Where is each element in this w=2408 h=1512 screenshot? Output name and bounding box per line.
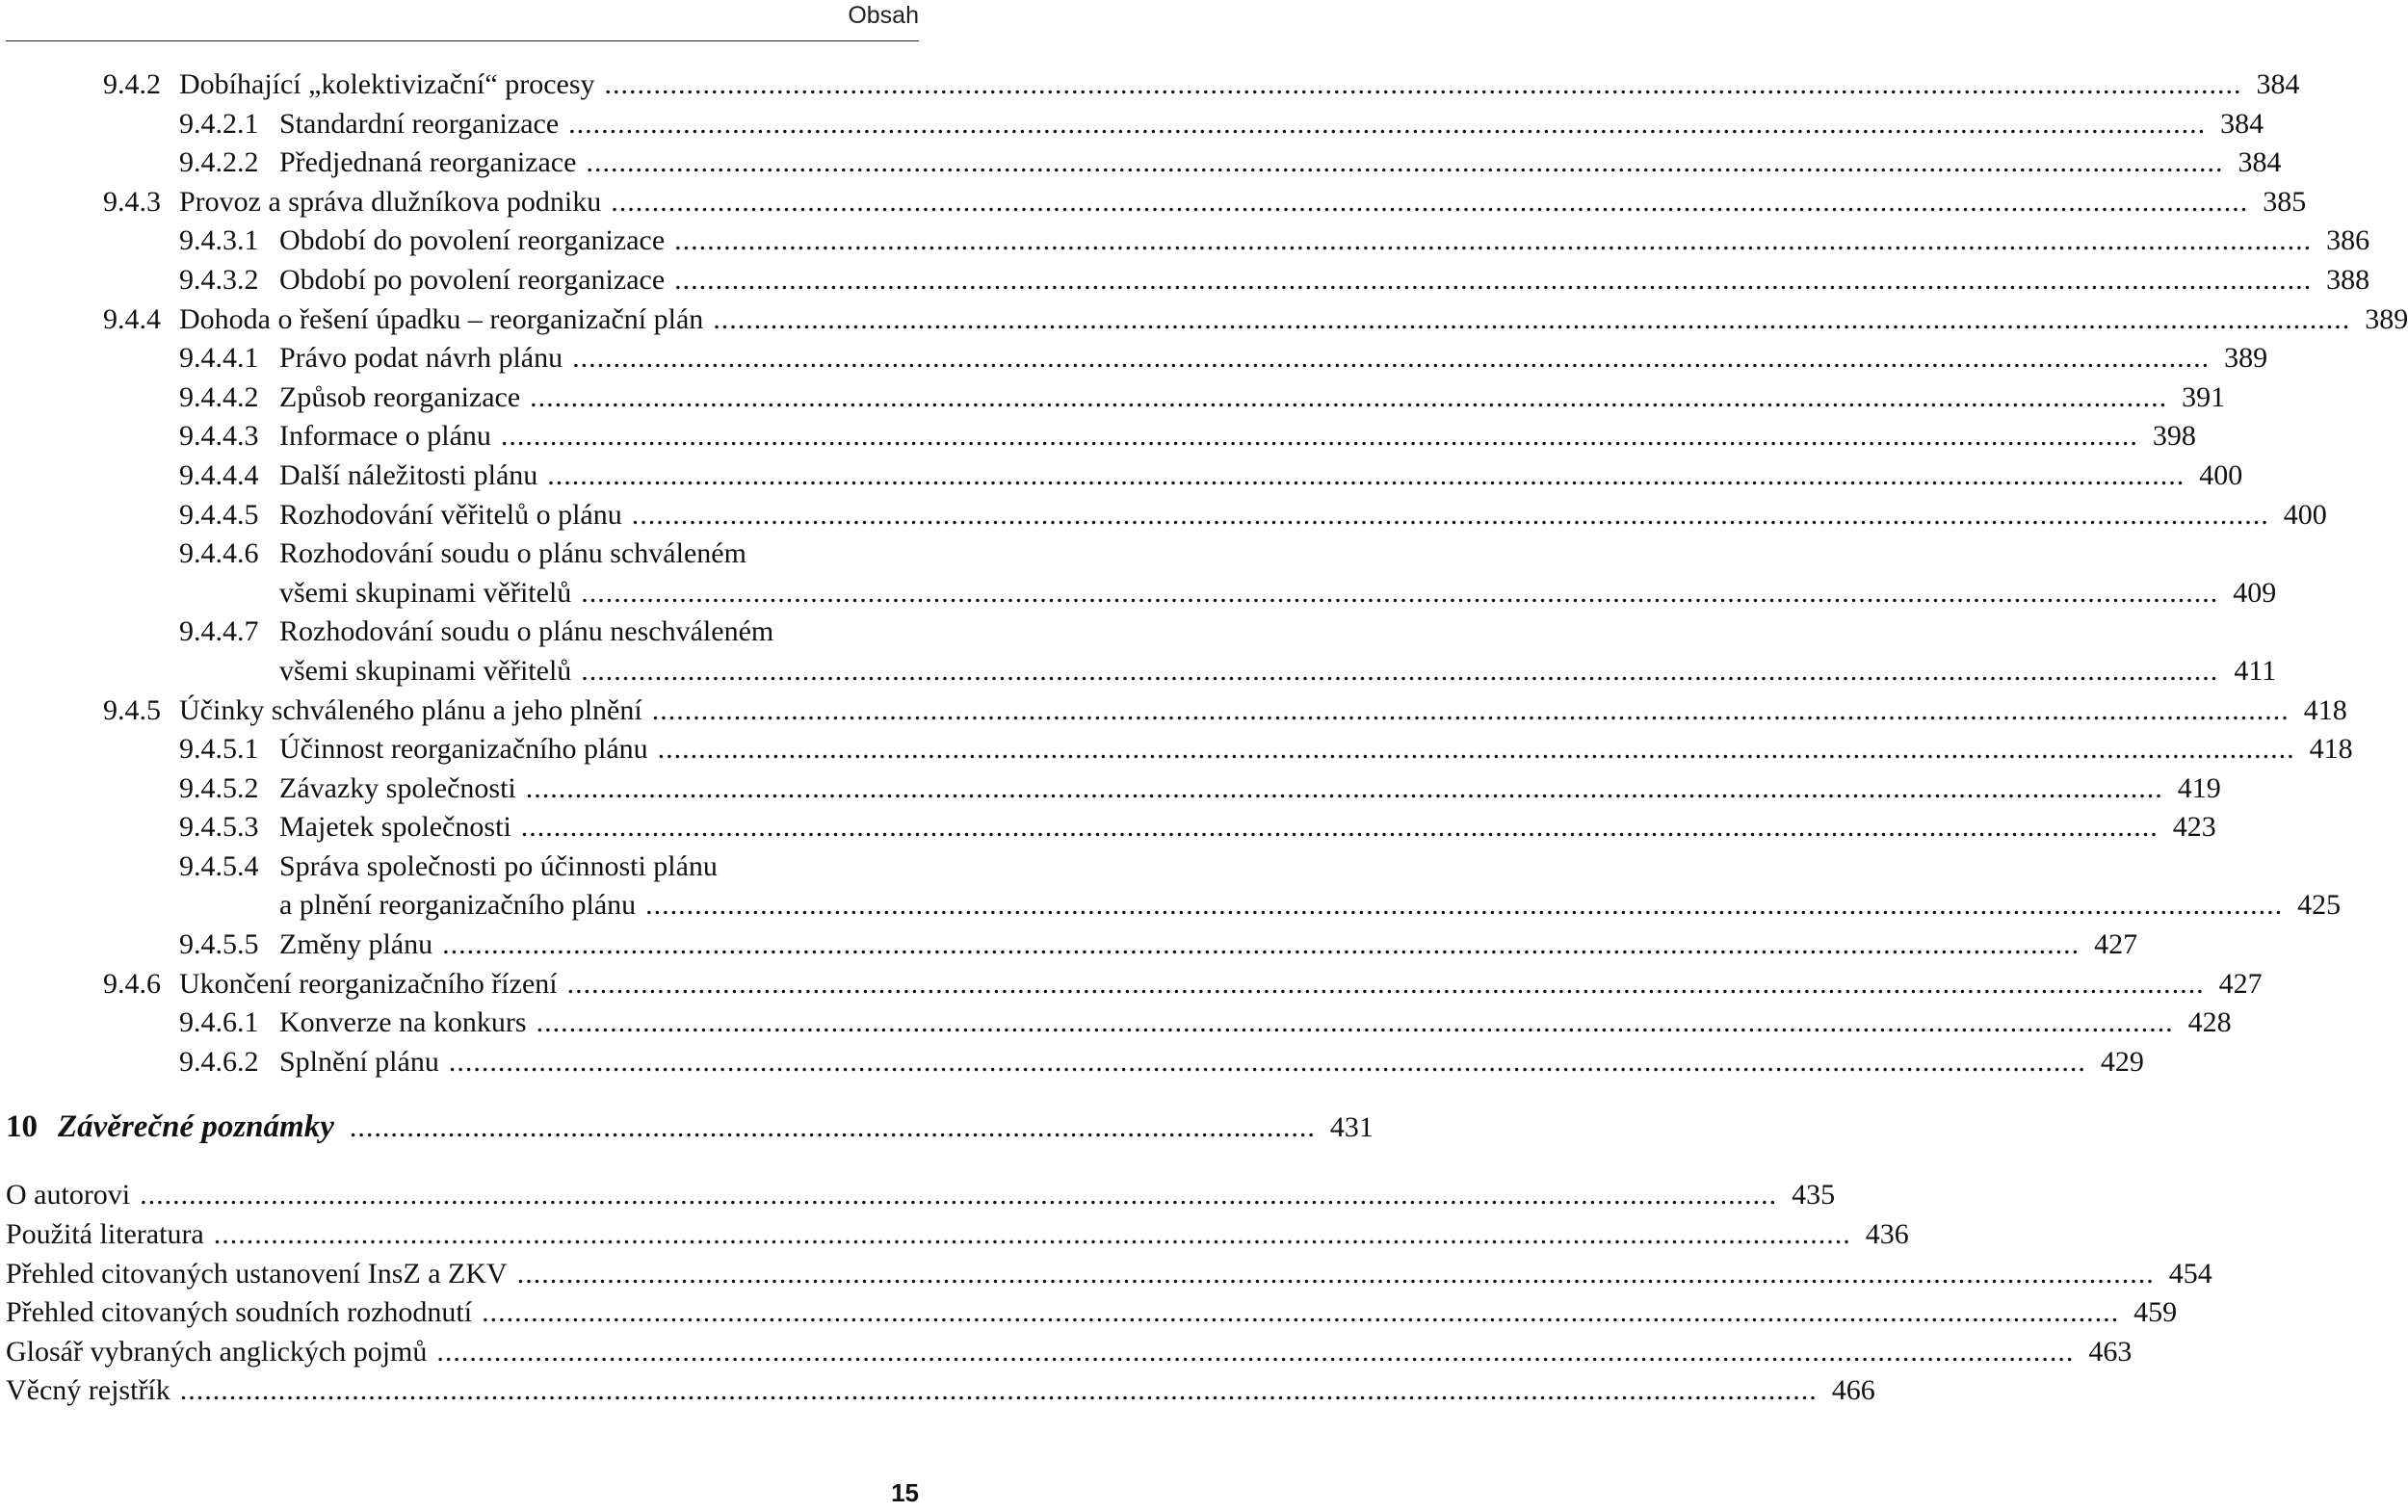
toc-entry-page: 411 bbox=[2234, 654, 2277, 687]
toc-entry-title: Rozhodování soudu o plánu neschváleném bbox=[279, 615, 774, 648]
toc-entry-title: O autorovi bbox=[6, 1179, 131, 1212]
toc-entry-page: 400 bbox=[2283, 498, 2327, 531]
toc-entry[interactable] bbox=[0, 65, 2300, 105]
toc-entry-title: Rozhodování věřitelů o plánu bbox=[279, 498, 622, 531]
toc-chapter-entry[interactable] bbox=[0, 1103, 1374, 1151]
toc-entry-title: Účinky schváleného plánu a jeho plnění bbox=[179, 693, 642, 726]
toc-entry-title: Informace o plánu bbox=[279, 420, 491, 453]
toc-entry-title: Další náležitosti plánu bbox=[279, 458, 538, 491]
dot-leader: ........................................................................................................................................................................................................ bbox=[581, 654, 2219, 687]
toc-entry-continuation[interactable] bbox=[0, 886, 2342, 925]
toc-entry-page: 389 bbox=[2365, 302, 2408, 335]
toc-entry-title: Předjednaná reorganizace bbox=[279, 146, 577, 179]
dot-leader: ........................................................................................................................................................................................................ bbox=[572, 342, 2211, 375]
dot-leader: ........................................................................................................................................................................................................ bbox=[651, 693, 2290, 726]
toc-entry[interactable] bbox=[0, 261, 2370, 300]
toc-entry[interactable] bbox=[0, 339, 2268, 378]
dot-leader: ........................................................................................................................................................................................................ bbox=[611, 185, 2249, 218]
toc-entry-number: 9.4.5.1 bbox=[179, 733, 259, 766]
toc-entry-number: 9.4.4.4 bbox=[179, 458, 259, 491]
toc-entry[interactable] bbox=[0, 965, 2263, 1004]
toc-entry-number: 9.4.5.2 bbox=[179, 771, 259, 804]
toc-entry-page: 384 bbox=[2220, 107, 2264, 140]
toc-entry-number: 9.4.3.1 bbox=[179, 224, 259, 257]
toc-entry-page: 463 bbox=[2088, 1335, 2133, 1368]
toc-entry-page: 386 bbox=[2326, 224, 2370, 257]
dot-leader: ........................................................................................................................................................................................................ bbox=[586, 146, 2224, 179]
toc-entry-number: 9.4.5.3 bbox=[179, 811, 259, 844]
dot-leader: ........................................................................................................................................................................................................ bbox=[482, 1296, 2120, 1329]
chapter-page: 431 bbox=[1329, 1111, 1374, 1144]
toc-entry-title: Rozhodování soudu o plánu schváleném bbox=[279, 537, 746, 570]
toc-entry-page: 423 bbox=[2172, 811, 2216, 844]
table-of-contents bbox=[0, 65, 2408, 1411]
dot-leader: ........................................................................................................................................................................................................ bbox=[581, 576, 2219, 609]
toc-entry-page: 428 bbox=[2187, 1006, 2232, 1039]
toc-entry[interactable] bbox=[0, 456, 2243, 496]
toc-entry-title: Přehled citovaných ustanovení InsZ a ZKV bbox=[6, 1257, 508, 1290]
dot-leader: ........................................................................................................................................................................................................ bbox=[645, 889, 2284, 922]
dot-leader: ........................................................................................................................................................................................................ bbox=[631, 498, 2269, 531]
toc-entry-number: 9.4.2.2 bbox=[179, 146, 259, 179]
toc-entry-number: 9.4.5 bbox=[103, 693, 161, 726]
dot-leader: ........................................................................................................................................................................................................ bbox=[530, 380, 2168, 413]
header-rule bbox=[6, 40, 919, 41]
toc-section-list bbox=[0, 65, 2408, 1082]
toc-entry-page: 391 bbox=[2182, 380, 2226, 413]
toc-entry-page: 388 bbox=[2326, 263, 2370, 296]
back-matter-entry[interactable] bbox=[0, 1176, 1836, 1215]
toc-entry-title: Věcný rejstřík bbox=[6, 1374, 170, 1407]
toc-entry[interactable] bbox=[0, 300, 2408, 340]
toc-entry[interactable] bbox=[0, 769, 2221, 809]
toc-entry-page: 418 bbox=[2309, 733, 2353, 766]
toc-entry-page: 454 bbox=[2168, 1257, 2212, 1290]
toc-entry-page: 389 bbox=[2224, 342, 2268, 375]
dot-leader: ........................................................................................................................................................................................................ bbox=[525, 771, 2163, 804]
toc-entry-continuation[interactable] bbox=[0, 574, 2277, 613]
back-matter-entry[interactable] bbox=[0, 1293, 2178, 1333]
toc-entry-page: 400 bbox=[2199, 458, 2243, 491]
dot-leader: ........................................................................................................................................................................................................ bbox=[604, 68, 2242, 100]
dot-leader: ........................................................................................................................................................................................................ bbox=[536, 1006, 2174, 1039]
toc-entry-page: 427 bbox=[2218, 967, 2263, 1000]
dot-leader: ........................................................................................................................................................................................................ bbox=[657, 733, 2295, 766]
toc-entry-page: 427 bbox=[2094, 928, 2138, 961]
dot-leader: ........................................................................................................................................................................................................ bbox=[674, 263, 2313, 296]
toc-entry-page: 436 bbox=[1865, 1218, 1909, 1251]
toc-entry[interactable] bbox=[0, 105, 2264, 144]
toc-entry-number: 9.4.5.4 bbox=[179, 849, 259, 882]
dot-leader: ........................................................................................................................................................................................................ bbox=[140, 1179, 1778, 1212]
toc-entry-number: 9.4.4.3 bbox=[179, 420, 259, 453]
page-number: 15 bbox=[891, 1478, 919, 1507]
toc-entry-title: Přehled citovaných soudních rozhodnutí bbox=[6, 1296, 473, 1329]
toc-entry-page: 466 bbox=[1831, 1374, 1875, 1407]
toc-entry-page: 409 bbox=[2233, 576, 2277, 609]
toc-entry-continuation[interactable] bbox=[0, 652, 2277, 691]
toc-entry[interactable] bbox=[0, 378, 2226, 418]
toc-entry-number: 9.4.4.7 bbox=[179, 615, 259, 648]
toc-entry-title: všemi skupinami věřitelů bbox=[279, 654, 572, 687]
toc-entry-title: Glosář vybraných anglických pojmů bbox=[6, 1335, 428, 1368]
dot-leader: ........................................................................................................................................................................................................ bbox=[568, 107, 2207, 140]
dot-leader: ........................................................................................................................................................................................................ bbox=[516, 1257, 2155, 1290]
toc-entry[interactable] bbox=[0, 417, 2196, 456]
back-matter-list bbox=[0, 1176, 2212, 1411]
running-header: Obsah bbox=[848, 2, 919, 29]
toc-entry-number: 9.4.6.2 bbox=[179, 1045, 259, 1078]
dot-leader: ........................................................................................................................................................................................................ bbox=[547, 458, 2186, 491]
toc-entry-page: 385 bbox=[2263, 185, 2307, 218]
toc-entry-number: 9.4.2 bbox=[103, 68, 161, 100]
toc-entry-number: 9.4.3 bbox=[103, 185, 161, 218]
toc-entry-title: a plnění reorganizačního plánu bbox=[279, 889, 637, 922]
toc-entry[interactable] bbox=[0, 1004, 2232, 1043]
toc-entry-title: Použitá literatura bbox=[6, 1218, 204, 1251]
chapter-number: 10 bbox=[6, 1109, 38, 1145]
dot-leader: ........................................................................................................................................................................................................ bbox=[436, 1335, 2075, 1368]
toc-entry-number: 9.4.6 bbox=[103, 967, 161, 1000]
dot-leader: ........................................................................................................................................................................................................ bbox=[520, 811, 2159, 844]
dot-leader: ........................................................................................................................................................................................................ bbox=[179, 1374, 1818, 1407]
toc-entry[interactable] bbox=[0, 496, 2327, 535]
dot-leader: ........................................................................................................................................................................................................ bbox=[500, 420, 2138, 453]
toc-entry-title: Ukončení reorganizačního řízení bbox=[179, 967, 558, 1000]
toc-entry-title: Majetek společnosti bbox=[279, 811, 511, 844]
toc-entry-title: Právo podat návrh plánu bbox=[279, 342, 563, 375]
toc-entry-page: 459 bbox=[2133, 1296, 2178, 1329]
toc-entry-number: 9.4.5.5 bbox=[179, 928, 259, 961]
dot-leader: ........................................................................................................................................................................................................ bbox=[213, 1218, 1851, 1251]
toc-entry-page: 435 bbox=[1792, 1179, 1836, 1212]
toc-entry[interactable] bbox=[0, 1043, 2144, 1082]
toc-entry-title: všemi skupinami věřitelů bbox=[279, 576, 572, 609]
toc-entry-title: Závazky společnosti bbox=[279, 771, 516, 804]
toc-entry-number: 9.4.2.1 bbox=[179, 107, 259, 140]
toc-entry-title: Provoz a správa dlužníkova podniku bbox=[179, 185, 602, 218]
toc-entry-page: 418 bbox=[2303, 693, 2347, 726]
toc-entry[interactable] bbox=[0, 808, 2216, 847]
back-matter-entry[interactable] bbox=[0, 1215, 1909, 1255]
dot-leader: ........................................................................................................................................................................................................ bbox=[442, 928, 2081, 961]
toc-entry-title: Období po povolení reorganizace bbox=[279, 263, 666, 296]
toc-entry[interactable] bbox=[0, 691, 2347, 731]
toc-entry[interactable] bbox=[0, 143, 2282, 183]
dot-leader: ........................................................................................................................................................................................................ bbox=[566, 967, 2205, 1000]
toc-entry-title: Konverze na konkurs bbox=[279, 1006, 527, 1039]
toc-entry[interactable] bbox=[0, 613, 925, 652]
toc-entry[interactable] bbox=[0, 847, 925, 887]
dot-leader: ........................................................................................................................................................................................................ bbox=[713, 302, 2351, 335]
toc-entry-number: 9.4.3.2 bbox=[179, 263, 259, 296]
back-matter-entry[interactable] bbox=[0, 1371, 1875, 1411]
toc-entry[interactable] bbox=[0, 183, 2307, 222]
toc-entry[interactable] bbox=[0, 730, 2353, 769]
toc-entry-number: 9.4.4.6 bbox=[179, 537, 259, 570]
toc-entry-title: Správa společnosti po účinnosti plánu bbox=[279, 849, 718, 882]
toc-entry[interactable] bbox=[0, 534, 925, 574]
toc-entry-page: 419 bbox=[2177, 771, 2221, 804]
toc-entry-title: Dobíhající „kolektivizační“ procesy bbox=[179, 68, 595, 100]
toc-entry[interactable] bbox=[0, 222, 2370, 261]
back-matter-entry[interactable] bbox=[0, 1255, 2212, 1294]
toc-entry-title: Účinnost reorganizačního plánu bbox=[279, 733, 648, 766]
dot-leader: ...................................................................................................................... bbox=[349, 1111, 1316, 1144]
toc-entry-page: 425 bbox=[2297, 889, 2342, 922]
toc-entry-number: 9.4.4.2 bbox=[179, 380, 259, 413]
toc-entry-number: 9.4.4.5 bbox=[179, 498, 259, 531]
toc-entry-title: Období do povolení reorganizace bbox=[279, 224, 666, 257]
toc-entry-page: 384 bbox=[2238, 146, 2282, 179]
toc-entry-number: 9.4.4 bbox=[103, 302, 161, 335]
toc-entry[interactable] bbox=[0, 925, 2138, 965]
toc-entry-title: Změny plánu bbox=[279, 928, 433, 961]
toc-entry-title: Způsob reorganizace bbox=[279, 380, 521, 413]
toc-entry-title: Standardní reorganizace bbox=[279, 107, 560, 140]
back-matter-entry[interactable] bbox=[0, 1333, 2133, 1372]
toc-entry-page: 398 bbox=[2152, 420, 2196, 453]
toc-entry-number: 9.4.6.1 bbox=[179, 1006, 259, 1039]
chapter-title: Závěrečné poznámky bbox=[58, 1109, 334, 1145]
toc-entry-page: 384 bbox=[2256, 68, 2300, 100]
toc-entry-number: 9.4.4.1 bbox=[179, 342, 259, 375]
dot-leader: ........................................................................................................................................................................................................ bbox=[674, 224, 2313, 257]
toc-entry-title: Splnění plánu bbox=[279, 1045, 439, 1078]
toc-entry-title: Dohoda o řešení úpadku – reorganizační plán bbox=[179, 302, 704, 335]
dot-leader: ........................................................................................................................................................................................................ bbox=[448, 1045, 2086, 1078]
toc-entry-page: 429 bbox=[2100, 1045, 2144, 1078]
